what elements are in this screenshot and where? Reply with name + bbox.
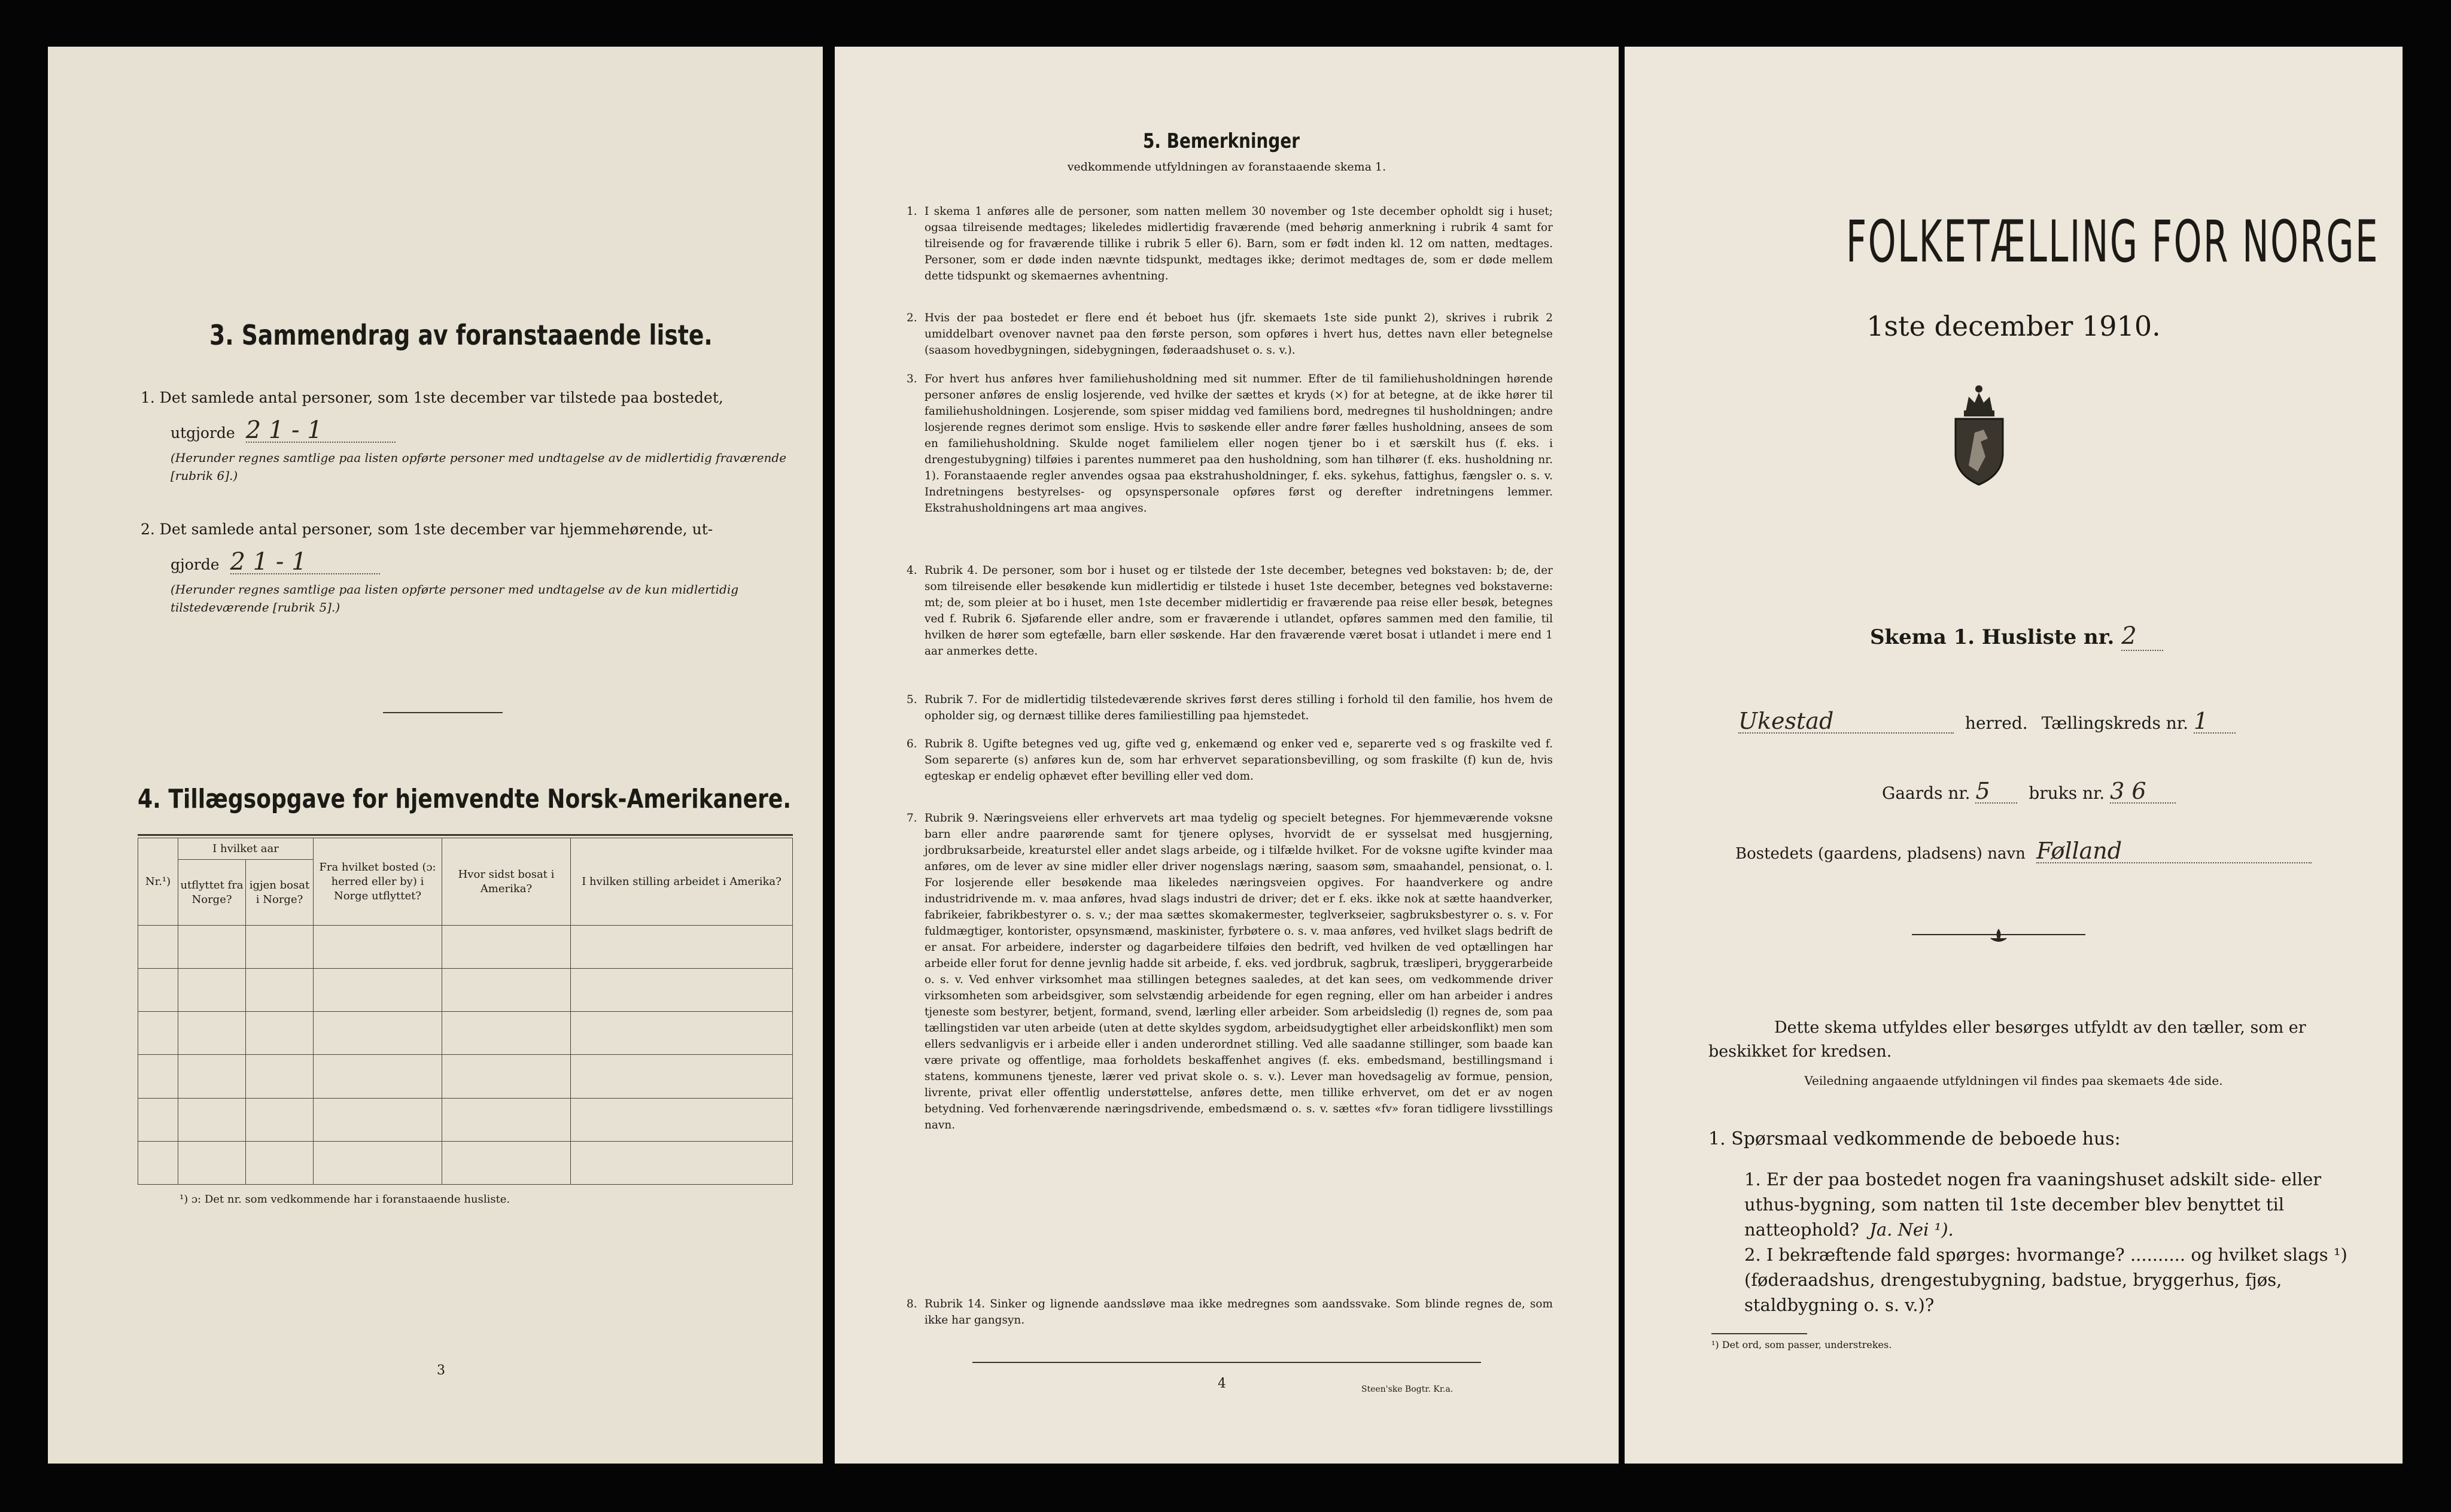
remark-8: 8. Rubrik 14. Sinker og lignende aandssløve maa ikke medregnes som aandssvake. Som blinde regnes de, som ikke har gangsyn. (907, 1298, 1553, 1327)
summary-item-2-value: 2 1 - 1 (230, 550, 380, 574)
form-title: FOLKETÆLLING FOR NORGE (1846, 208, 2380, 275)
remark-3: 3. For hvert hus anføres hver familiehusholdning med sit nummer. Efter de til familiehusholdningen hørende personer anføres de enslig losjerende, ved hvilke der sættes et kryds (×) for at betegne, at de ikke hører til familiehusholdningen. Losjerende, som spiser middag ved familiens bord, medregnes til husholdningen; andre losjerende regnes derimot som enslige. Hvis to søskende eller andre fører fælles husholdning, ansees de som en familiehusholdning. Skulde noget familielem eller nogen tjener bo i et særskilt hus (f. eks. i drengestubygning) tilføies i parentes nummeret paa den husholdning, som han tilhører (f. eks. husholdning nr. 1). Foranstaaende regler anvendes ogsaa paa ekstrahusholdninger, f. eks. sykehus, fattighus, fængsler o. s. v. Indretningens bestyrelses- og opsynspersonale opføres først og derefter indretningens lemmer. Ekstrahusholdningens art maa angives. (907, 373, 1553, 515)
col-fra-hvilket-bosted: Fra hvilket bosted (ɔ: herred eller by) i Norge utflyttet? (314, 838, 442, 926)
table-row (138, 1098, 793, 1141)
table-row (138, 1141, 793, 1184)
remark-1: 1. I skema 1 anføres alle de personer, som natten mellem 30 november og 1ste december opholdt sig i huset; ogsaa tilreisende medtages; likeledes midlertidig fraværende (med behørig anmerkning i rubrik 4 samt for tilreisende og for fraværende tillike i rubrik 5 eller 6). Barn, som er født inden kl. 12 om natten, medtages. Personer, som er døde inden nævnte tidspunkt, medtages ikke; derimot medtages de, som er døde mellem dette tidspunkt og skemaernes avhentning. (907, 205, 1553, 282)
col-igjen-bosat: igjen bosat i Norge? (246, 860, 314, 926)
kreds-value: 1 (2194, 710, 2236, 734)
herred-label: herred. (1965, 713, 2028, 733)
remarks-subtitle: vedkommende utfyldningen av foranstaaende skema 1. (1067, 160, 1386, 174)
summary-item-1-lead: utgjorde (171, 424, 235, 442)
husliste-nr: 2 (2121, 622, 2163, 651)
col-nr: Nr.¹) (138, 838, 178, 926)
remark-5: 5. Rubrik 7. For de midlertidig tilstedeværende skrives først deres stilling i forhold til den familie, hos hvem de opholder sig, og dernæst tillike deres familiestilling paa hjemstedet. (907, 693, 1553, 722)
remark-6: 6. Rubrik 8. Ugifte betegnes ved ug, gifte ved g, enkemænd og enker ved e, separerte ved s og fraskilte ved f. Som separerte (s) anføres kun de, som har erhvervet separationsbevilling, og som fraskilte (f) kun de, hvis egteskap er endelig ophævet efter bevilling eller ved dom. (907, 738, 1553, 783)
question-section: 1. Spørsmaal vedkommende de beboede hus: (1708, 1128, 2121, 1149)
instruction-text: Dette skema utfyldes eller besørges utfyldt av den tæller, som er beskikket for kredsen. (1708, 1018, 2306, 1061)
instruction-small: Veiledning angaaende utfyldningen vil findes paa skemaets 4de side. (1804, 1073, 2223, 1088)
section3-title: 3. Sammendrag av foranstaaende liste. (209, 319, 713, 351)
ornament-divider-icon (1912, 927, 2085, 945)
col-utflyttet: utflyttet fra Norge? (178, 860, 246, 926)
remark-7: 7. Rubrik 9. Næringsveiens eller erhvervets art maa tydelig og specielt betegnes. For hjemmeværende voksne barn eller andre paarørende samt for tjenere oplyses, hvorvidt de er sysselsat med husgjerning, jordbruksarbeide, kreaturstel eller andet slags arbeide, og i tilfælde hvilket. For de voksne ugifte kvinder maa anføres, om de lever av sine midler eller driver nogenslags næring, saasom søm, smaahandel, pensionat, o. l. For losjerende eller besøkende maa likeledes næringsveien opgives. For haandverkere og andre industridrivende m. v. maa anføres, hvad slags industri de driver; det er f. eks. ikke nok at sætte haandverker, fabrikeier, fabrikbestyrer o. s. v.; der maa sættes skomakermester, teglverkseier, sagbruksbestyrer o. s. v. For fuldmægtiger, kontorister, opsynsmænd, maskinister, fyrbøtere o. s. v. maa anføres, ved hvilket slags bedrift de er ansat. For arbeidere, inderster og dagarbeidere tilføies den bedrift, ved hvilken de ved optællingen har arbeide eller forut for denne jevnlig hadde sit arbeide, f. eks. ved jordbruk, sagbruk, træsliperi, bryggerarbeide o. s. v. Ved enhver virksomhet maa stillingen betegnes saaledes, at det kan sees, om vedkommende driver virksomheten som arbeidsgiver, som selvstændig arbeidende for egen regning, eller om han arbeider i andres tjeneste som bestyrer, betjent, formand, svend, lærling eller arbeider. Som arbeidsledig (l) regnes de, som paa tællingstiden var uten arbeide (uten at dette skyldes sygdom, arbeidsudygtighet eller arbeidskonflikt) men som ellers sedvanligvis er i arbeide eller i anden underordnet stilling. Ved alle saadanne stillinger, som baade kan være private og offentlige, maa forholdets beskaffenhet angives (f. eks. embedsmand, bestillingsmand i statens, kommunens tjeneste, lærer ved privat skole o. s. v.). Lever man hovedsagelig av formue, pension, livrente, privat eller offentlig understøttelse, anføres dette, men tillike erhvervet, om det er av nogen betydning. Ved forhenværende næringsdrivende, embedsmænd o. s. v. sættes «fv» foran tidligere livsstillings navn. (907, 812, 1553, 1131)
table-row (138, 969, 793, 1012)
col-i-hvilket-aar: I hvilket aar (178, 838, 314, 860)
kreds-label: Tællingskreds nr. (2041, 713, 2188, 733)
col-hvor-sidst-bosat: Hvor sidst bosat i Amerika? (442, 838, 571, 926)
form-footnote: ¹) Det ord, som passer, understrekes. (1711, 1339, 1892, 1350)
herred-value: Ukestad (1738, 710, 1954, 734)
summary-item-2-note: (Herunder regnes samtlige paa listen opførte personer med undtagelse av de kun midlertidig tilstedeværende [rubrik 5].) (171, 582, 739, 614)
gaards-label: Gaards nr. (1882, 783, 1970, 803)
page-right (1625, 47, 2403, 1464)
divider (383, 712, 503, 713)
table-footnote: ¹) ɔ: Det nr. som vedkommende har i foranstaaende husliste. (180, 1193, 510, 1206)
summary-item-2-lead: gjorde (171, 556, 220, 573)
norway-coat-of-arms-icon (1951, 382, 2008, 486)
remark-2: 2. Hvis der paa bostedet er flere end ét beboet hus (jfr. skemaets 1ste side punkt 2), skrives i rubrik 2 umiddelbart ovenover navnet paa den første person, som opføres i hvert hus, dettes navn eller betegnelse (saasom hovedbygningen, sidebygningen, føderaadshuset o. s. v.). (907, 312, 1553, 357)
page-number: 3 (437, 1363, 445, 1378)
summary-item-1-value: 2 1 - 1 (246, 419, 396, 443)
bosted-label: Bostedets (gaardens, pladsens) navn (1735, 845, 2026, 863)
norsk-amerikanere-table (138, 838, 793, 1185)
printer-mark: Steen'ske Bogtr. Kr.a. (1361, 1385, 1453, 1394)
question-2: 2. I bekræftende fald spørges: hvormange? .......... og hvilket slags ¹) (føderaadshus, drengestubygning, badstue, bryggerhus, fjøs, staldbygning o. s. v.)? (1744, 1245, 2347, 1315)
bruks-value: 3 6 (2110, 780, 2176, 804)
table-row (138, 1055, 793, 1098)
summary-item-1-note: (Herunder regnes samtlige paa listen opførte personer med undtagelse av de midlertidig fraværende [rubrik 6].) (171, 451, 787, 483)
question-1: 1. Er der paa bostedet nogen fra vaaningshuset adskilt side- eller uthus-bygning, som natten til 1ste december blev benyttet til natteophold? Ja. Nei ¹). (1744, 1169, 2322, 1240)
section4-title: 4. Tillægsopgave for hjemvendte Norsk-Amerikanere. (138, 784, 792, 814)
summary-item-2: 2. Det samlede antal personer, som 1ste december var hjemmehørende, ut- (141, 521, 713, 538)
page-number: 4 (1218, 1376, 1226, 1391)
table-row (138, 926, 793, 969)
skema-label: Skema 1. Husliste nr. (1870, 625, 2115, 649)
question-1-answer: Ja. Nei ¹). (1869, 1219, 1954, 1240)
gaards-value: 5 (1975, 780, 2017, 804)
summary-item-1: 1. Det samlede antal personer, som 1ste december var tilstede paa bostedet, (141, 389, 723, 406)
table-row (138, 1012, 793, 1055)
remark-4: 4. Rubrik 4. De personer, som bor i huset og er tilstede der 1ste december, betegnes ved bokstaven: b; de, der som tilreisende eller besøkende kun midlertidig er tilstede i huset 1ste december, betegnes ved bokstaverne: mt; de, som pleier at bo i huset, men 1ste december midlertidig er fraværende paa reise eller besøk, betegnes ved f. Rubrik 6. Sjøfarende eller andre, som er fraværende i utlandet, opføres sammen med den familie, til hvilken de hører som egtefælle, barn eller søskende. Har den fraværende været bosat i utlandet i mere end 1 aar anmerkes dette. (907, 564, 1553, 658)
page-left (48, 47, 823, 1464)
page-middle (835, 47, 1619, 1464)
bosted-value: Følland (2036, 839, 2312, 863)
remarks-title: 5. Bemerkninger (1143, 129, 1300, 153)
form-date: 1ste december 1910. (1866, 310, 2161, 342)
col-stilling: I hvilken stilling arbeidet i Amerika? (571, 838, 793, 926)
bruks-label: bruks nr. (2029, 783, 2105, 803)
